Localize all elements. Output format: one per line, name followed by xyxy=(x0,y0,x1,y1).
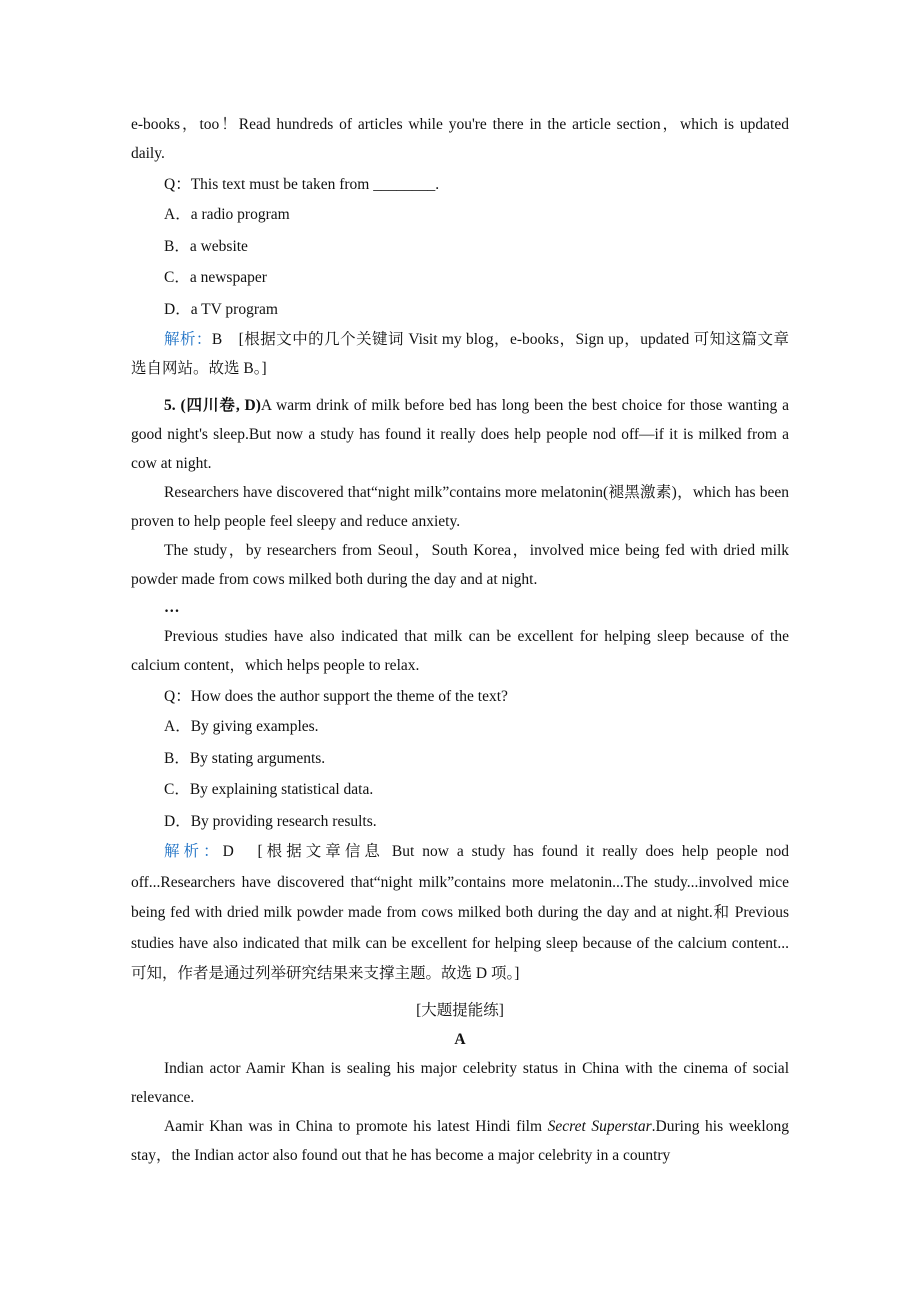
q5-paragraph-4: Previous studies have also indicated that milk can be excellent for helping sleep because of the calcium content，which helps people to relax. xyxy=(131,628,789,674)
q5-paragraph-1 xyxy=(131,391,789,478)
passage-a-paragraph-2 xyxy=(131,1112,789,1170)
question-5: Q：How does the author support the theme of the text? xyxy=(164,688,508,705)
q5-paragraph-2: Researchers have discovered that“night milk”contains more melatonin(褪黑激素)，which has been proven to help people feel sleepy and reduce anxiety. xyxy=(131,484,789,530)
option-d: D．a TV program xyxy=(164,300,278,318)
passage-tail: e-books，too！Read hundreds of articles while you're there in the article section，which is updated daily. xyxy=(131,116,789,162)
document-page xyxy=(131,110,789,1170)
question-4: Q：This text must be taken from ________. xyxy=(164,176,440,193)
analysis-4 xyxy=(131,325,789,383)
option-d: D．By providing research results. xyxy=(164,812,377,830)
analysis-text: D [根据文章信息 But now a study has found it really does help people nod off...Researchers have discovered that“night milk”contains more melatonin...The study...involved mice being fed with dried milk powder made from cows milked both during the day and at night.和 Previous studies have also indicated that milk can be excellent for helping sleep because of the calcium content...可知，作者是通过列举研究结果来支撑主题。故选 D 项。] xyxy=(131,843,789,982)
p2-text-after: .During his weeklong stay，the Indian actor also found out that he has become a major celebrity in a country xyxy=(131,1117,789,1164)
analysis-text: B [根据文中的几个关键词 Visit my blog，e-books，Sign up，updated 可知这篇文章选自网站。故选 B。] xyxy=(131,331,789,377)
option-a: A．a radio program xyxy=(164,206,290,223)
analysis-label: 解析： xyxy=(164,331,212,348)
ellipsis: … xyxy=(164,599,180,616)
option-c: C．a newspaper xyxy=(164,269,267,286)
option-b: B．By stating arguments. xyxy=(164,749,326,767)
passage-letter: A xyxy=(454,1030,466,1048)
passage-a-paragraph-1: Indian actor Aamir Khan is sealing his major celebrity status in China with the cinema of social relevance. xyxy=(131,1059,789,1106)
q5-p1-text: A warm drink of milk before bed has long been the best choice for those wanting a good night's sleep.But now a study has found it really does help people nod off—if it is milked from a cow at night. xyxy=(131,397,789,472)
section-title: [大题提能练] xyxy=(416,1001,504,1019)
q5-paragraph-3: The study，by researchers from Seoul，South Korea，involved mice being fed with dried milk powder made from cows milked both during the day and at night. xyxy=(131,542,789,588)
film-title: Secret Superstar xyxy=(547,1117,652,1135)
p2-text-before: Aamir Khan was in China to promote his latest Hindi film xyxy=(164,1117,548,1135)
option-c: C．By explaining statistical data. xyxy=(164,781,374,798)
analysis-5 xyxy=(131,837,789,990)
q5-header: 5. (四川卷, D) xyxy=(164,397,261,414)
option-a: A．By giving examples. xyxy=(164,718,319,735)
analysis-label: 解析： xyxy=(164,843,223,860)
option-b: B．a website xyxy=(164,237,248,255)
